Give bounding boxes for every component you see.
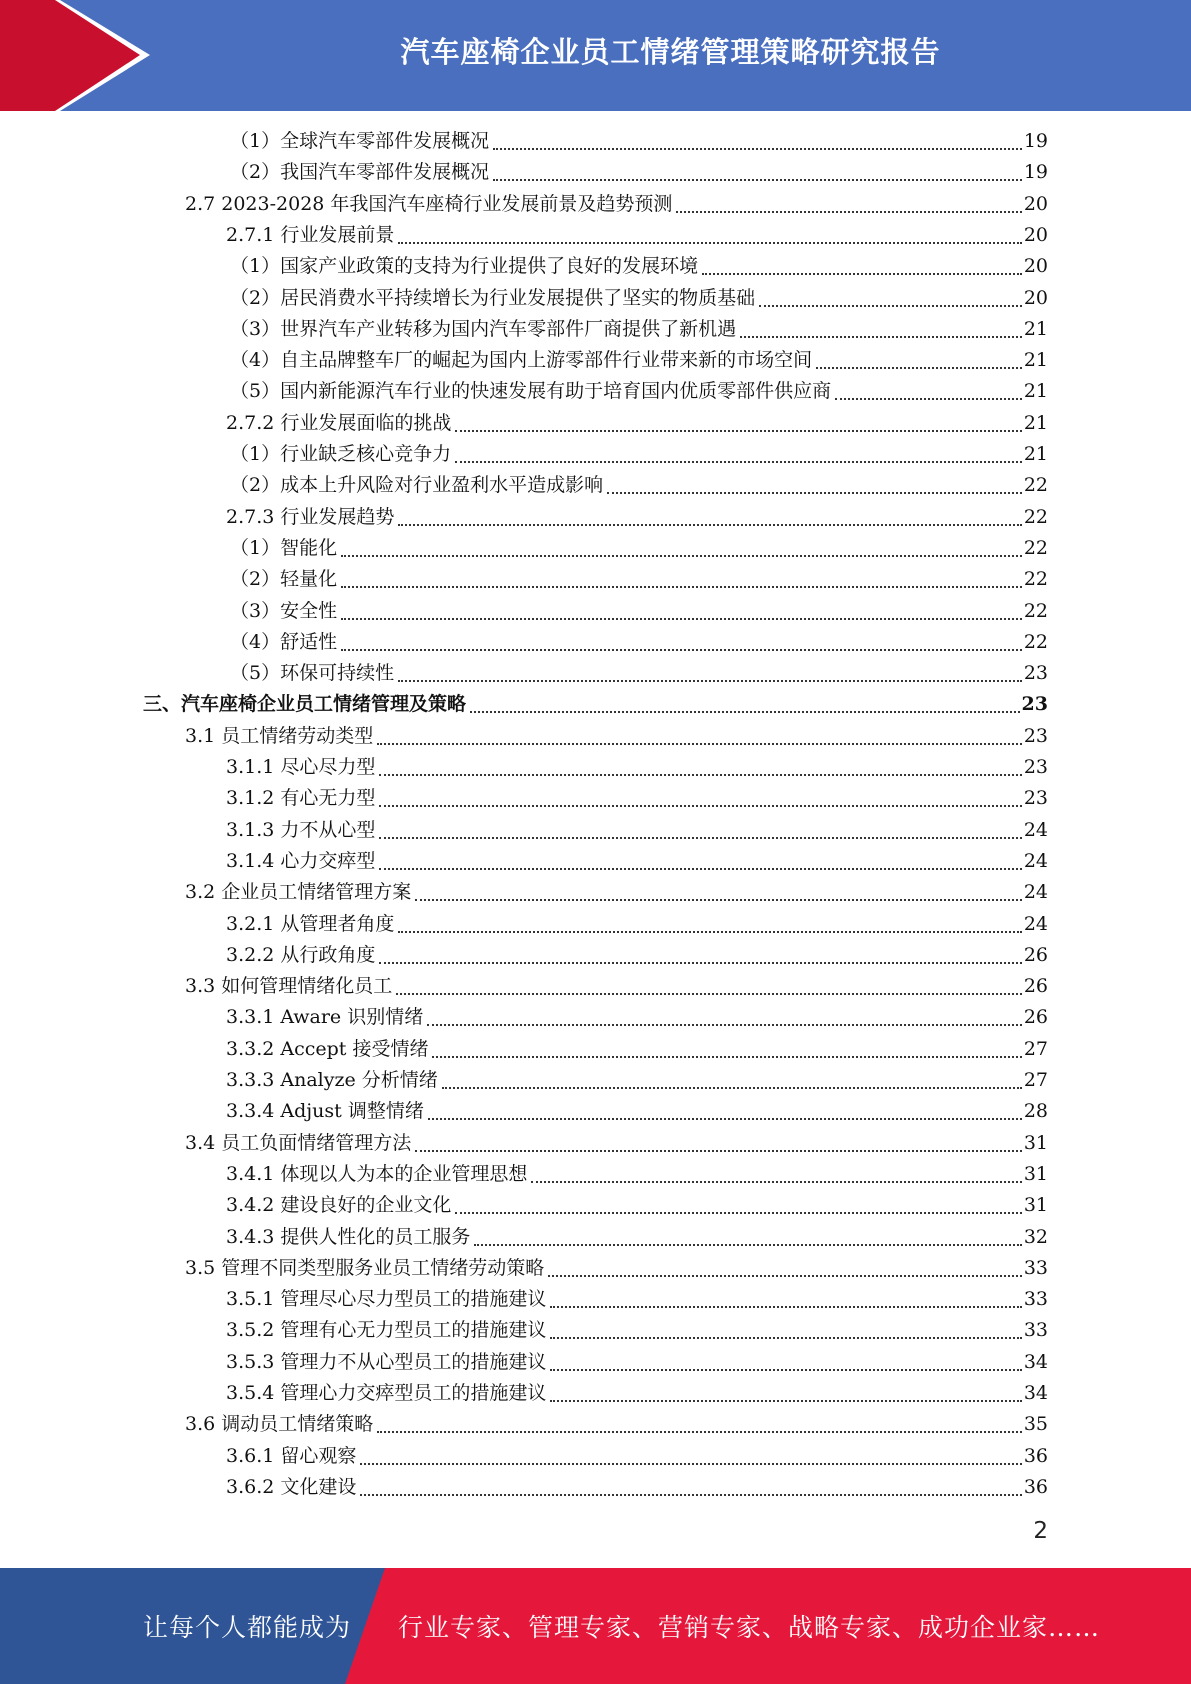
toc-entry-page: 23 [1021,693,1048,715]
toc-leader-dots [676,211,1021,213]
toc-entry[interactable] [226,1315,1048,1346]
toc-entry[interactable] [226,1190,1048,1221]
toc-entry-page: 20 [1023,224,1048,246]
toc-entry-page: 22 [1023,537,1048,559]
toc-entry-page: 22 [1023,506,1048,528]
toc-entry-page: 23 [1023,662,1048,684]
toc-entry-page: 31 [1023,1132,1048,1154]
toc-entry-page: 26 [1023,944,1048,966]
toc-entry-title: （2）居民消费水平持续增长为行业发展提供了坚实的物质基础 [230,287,756,309]
toc-entry[interactable] [226,783,1048,814]
footer-slogan-left: 让每个人都能成为 [143,1613,352,1642]
toc-entry-page: 33 [1023,1257,1048,1279]
toc-entry-page: 27 [1023,1038,1048,1060]
toc-leader-dots [550,1337,1021,1339]
toc-entry-title: 3.1.1 尽心尽力型 [226,756,376,778]
toc-entry-title: （1）智能化 [230,537,338,559]
toc-entry-title: 3.3 如何管理情绪化员工 [185,975,393,997]
toc-leader-dots [341,649,1022,651]
toc-entry-title: 三、汽车座椅企业员工情绪管理及策略 [143,693,467,715]
toc-leader-dots [455,430,1021,432]
toc-entry[interactable] [226,1096,1048,1127]
toc-leader-dots [816,367,1022,369]
toc-leader-dots [377,743,1022,745]
toc-entry-title: 3.1.2 有心无力型 [226,787,376,809]
toc-entry[interactable] [230,345,1048,376]
toc-leader-dots [398,680,1022,682]
toc-entry-title: 3.3.3 Analyze 分析情绪 [226,1069,438,1091]
toc-leader-dots [432,1056,1021,1058]
toc-leader-dots [427,1024,1022,1026]
toc-entry-title: 3.3.1 Aware 识别情绪 [226,1006,424,1028]
toc-entry[interactable] [185,1128,1048,1159]
footer-slogan-right: 行业专家、管理专家、营销专家、战略专家、成功企业家…… [398,1613,1101,1642]
toc-entry-title: 3.2.1 从管理者角度 [226,913,395,935]
toc-entry[interactable] [226,1222,1048,1253]
toc-entry-page: 32 [1023,1226,1048,1248]
toc-entry[interactable] [185,1253,1048,1284]
toc-entry-title: 3.5.2 管理有心无力型员工的措施建议 [226,1319,547,1341]
toc-entry[interactable] [230,251,1048,282]
toc-leader-dots [396,993,1022,995]
toc-leader-dots [360,1494,1021,1496]
toc-leader-dots [740,336,1022,338]
toc-entry[interactable] [230,376,1048,407]
toc-entry-page: 24 [1023,850,1048,872]
toc-entry-title: （1）全球汽车零部件发展概况 [230,130,490,152]
toc-entry[interactable] [226,1378,1048,1409]
toc-entry-page: 36 [1023,1445,1048,1467]
toc-leader-dots [550,1400,1021,1402]
header-chevron-icon [0,0,150,111]
toc-leader-dots [470,711,1020,713]
toc-entry[interactable] [226,1441,1048,1472]
toc-leader-dots [455,461,1022,463]
toc-leader-dots [455,1212,1021,1214]
toc-entry-title: 3.3.4 Adjust 调整情绪 [226,1100,424,1122]
toc-leader-dots [702,273,1022,275]
toc-entry-title: 3.4.1 体现以人为本的企业管理思想 [226,1163,528,1185]
toc-entry-title: 3.5.1 管理尽心尽力型员工的措施建议 [226,1288,547,1310]
toc-entry[interactable] [226,1002,1048,1033]
toc-entry[interactable] [226,815,1048,846]
toc-entry-page: 21 [1023,349,1048,371]
toc-entry-title: 3.4.2 建设良好的企业文化 [226,1194,452,1216]
toc-leader-dots [759,305,1022,307]
toc-entry[interactable] [226,909,1048,940]
page-number: 2 [1033,1518,1048,1544]
toc-entry-title: 3.1.4 心力交瘁型 [226,850,376,872]
toc-entry[interactable] [230,157,1048,188]
toc-entry-title: 3.5 管理不同类型服务业员工情绪劳动策略 [185,1257,545,1279]
toc-entry-page: 21 [1023,318,1048,340]
toc-leader-dots [379,962,1021,964]
toc-leader-dots [415,899,1022,901]
toc-leader-dots [398,931,1021,933]
toc-leader-dots [550,1369,1021,1371]
toc-entry-page: 34 [1023,1382,1048,1404]
report-title: 汽车座椅企业员工情绪管理策略研究报告 [400,34,941,69]
toc-entry[interactable] [185,189,1048,220]
toc-entry-title: （4）舒适性 [230,631,338,653]
toc-entry-title: 3.6.2 文化建设 [226,1476,357,1498]
toc-entry[interactable] [226,1472,1048,1503]
toc-entry[interactable] [185,721,1048,752]
toc-entry[interactable] [230,470,1048,501]
toc-leader-dots [379,837,1021,839]
toc-entry-page: 24 [1023,881,1048,903]
toc-entry-title: （3）安全性 [230,600,338,622]
toc-entry-title: 3.1.3 力不从心型 [226,819,376,841]
toc-entry-page: 23 [1023,787,1048,809]
toc-leader-dots [442,1087,1022,1089]
toc-entry-title: 3.5.4 管理心力交瘁型员工的措施建议 [226,1382,547,1404]
toc-entry-title: （2）成本上升风险对行业盈利水平造成影响 [230,474,604,496]
toc-leader-dots [341,586,1022,588]
toc-entry-title: 2.7.1 行业发展前景 [226,224,395,246]
toc-entry[interactable] [230,658,1048,689]
toc-leader-dots [341,555,1022,557]
toc-leader-dots [398,242,1021,244]
toc-entry-page: 22 [1023,631,1048,653]
toc-entry-title: 3.1 员工情绪劳动类型 [185,725,374,747]
toc-entry[interactable] [226,408,1048,439]
toc-entry-page: 34 [1023,1351,1048,1373]
toc-entry-title: （4）自主品牌整车厂的崛起为国内上游零部件行业带来新的市场空间 [230,349,813,371]
toc-entry-title: （2）轻量化 [230,568,338,590]
toc-leader-dots [341,618,1022,620]
toc-entry[interactable] [143,689,1048,720]
toc-entry[interactable] [185,877,1048,908]
toc-entry-title: （5）环保可持续性 [230,662,395,684]
toc-entry-page: 22 [1023,600,1048,622]
toc-entry[interactable] [230,564,1048,595]
toc-entry-page: 31 [1023,1194,1048,1216]
toc-entry-page: 26 [1023,975,1048,997]
toc-entry[interactable] [230,627,1048,658]
toc-entry[interactable] [230,314,1048,345]
toc-leader-dots [493,179,1022,181]
toc-entry-page: 28 [1023,1100,1048,1122]
toc-entry-title: 3.6.1 留心观察 [226,1445,357,1467]
toc-entry-title: （5）国内新能源汽车行业的快速发展有助于培育国内优质零部件供应商 [230,380,832,402]
toc-entry-page: 20 [1023,193,1048,215]
toc-entry-page: 31 [1023,1163,1048,1185]
toc-entry-page: 21 [1023,412,1048,434]
toc-entry-page: 23 [1023,725,1048,747]
toc-entry-page: 19 [1023,130,1048,152]
toc-entry[interactable] [230,283,1048,314]
toc-leader-dots [607,492,1022,494]
toc-leader-dots [493,148,1022,150]
report-header [0,0,1191,111]
toc-entry[interactable] [226,846,1048,877]
toc-leader-dots [415,1150,1022,1152]
toc-entry-title: （1）国家产业政策的支持为行业提供了良好的发展环境 [230,255,699,277]
toc-entry-page: 19 [1023,161,1048,183]
toc-entry[interactable] [226,1159,1048,1190]
toc-entry[interactable] [226,752,1048,783]
toc-entry[interactable] [185,1409,1048,1440]
toc-entry[interactable] [230,533,1048,564]
toc-entry[interactable] [230,126,1048,157]
toc-entry-page: 33 [1023,1319,1048,1341]
toc-leader-dots [428,1118,1022,1120]
toc-entry-page: 33 [1023,1288,1048,1310]
toc-entry-title: （2）我国汽车零部件发展概况 [230,161,490,183]
toc-entry-title: 3.2 企业员工情绪管理方案 [185,881,412,903]
toc-entry-page: 24 [1023,913,1048,935]
toc-entry-page: 20 [1023,255,1048,277]
toc-entry-title: （3）世界汽车产业转移为国内汽车零部件厂商提供了新机遇 [230,318,737,340]
toc-entry-page: 20 [1023,287,1048,309]
toc-leader-dots [379,805,1021,807]
toc-leader-dots [548,1275,1022,1277]
toc-leader-dots [379,868,1021,870]
toc-entry-page: 22 [1023,474,1048,496]
toc-entry-page: 23 [1023,756,1048,778]
toc-leader-dots [835,398,1022,400]
toc-entry-title: 2.7 2023-2028 年我国汽车座椅行业发展前景及趋势预测 [185,193,673,215]
toc-entry-title: 3.3.2 Accept 接受情绪 [226,1038,429,1060]
toc-entry[interactable] [230,439,1048,470]
toc-leader-dots [398,524,1021,526]
toc-entry[interactable] [226,940,1048,971]
toc-entry-page: 36 [1023,1476,1048,1498]
toc-entry-title: 2.7.2 行业发展面临的挑战 [226,412,452,434]
toc-leader-dots [360,1463,1021,1465]
toc-entry-page: 26 [1023,1006,1048,1028]
toc-entry-title: 3.4 员工负面情绪管理方法 [185,1132,412,1154]
toc-entry-page: 24 [1023,819,1048,841]
toc-entry[interactable] [226,1284,1048,1315]
toc-entry[interactable] [226,1034,1048,1065]
toc-entry-title: 3.6 调动员工情绪策略 [185,1413,374,1435]
toc-entry-page: 21 [1023,443,1048,465]
toc-entry[interactable] [226,1347,1048,1378]
toc-entry-page: 22 [1023,568,1048,590]
toc-leader-dots [379,774,1021,776]
toc-entry[interactable] [230,596,1048,627]
toc-entry[interactable] [226,502,1048,533]
toc-entry-title: 3.5.3 管理力不从心型员工的措施建议 [226,1351,547,1373]
toc-entry-title: 2.7.3 行业发展趋势 [226,506,395,528]
toc-entry[interactable] [226,1065,1048,1096]
toc-entry-title: （1）行业缺乏核心竞争力 [230,443,452,465]
toc-leader-dots [377,1431,1022,1433]
toc-entry-title: 3.4.3 提供人性化的员工服务 [226,1226,471,1248]
report-footer [0,1568,1191,1684]
toc-entry[interactable] [226,220,1048,251]
toc-leader-dots [474,1244,1021,1246]
toc-entry-page: 27 [1023,1069,1048,1091]
toc-entry[interactable] [185,971,1048,1002]
toc-leader-dots [550,1306,1021,1308]
toc-entry-title: 3.2.2 从行政角度 [226,944,376,966]
toc-entry-page: 35 [1023,1413,1048,1435]
toc-leader-dots [531,1181,1021,1183]
toc-entry-page: 21 [1023,380,1048,402]
